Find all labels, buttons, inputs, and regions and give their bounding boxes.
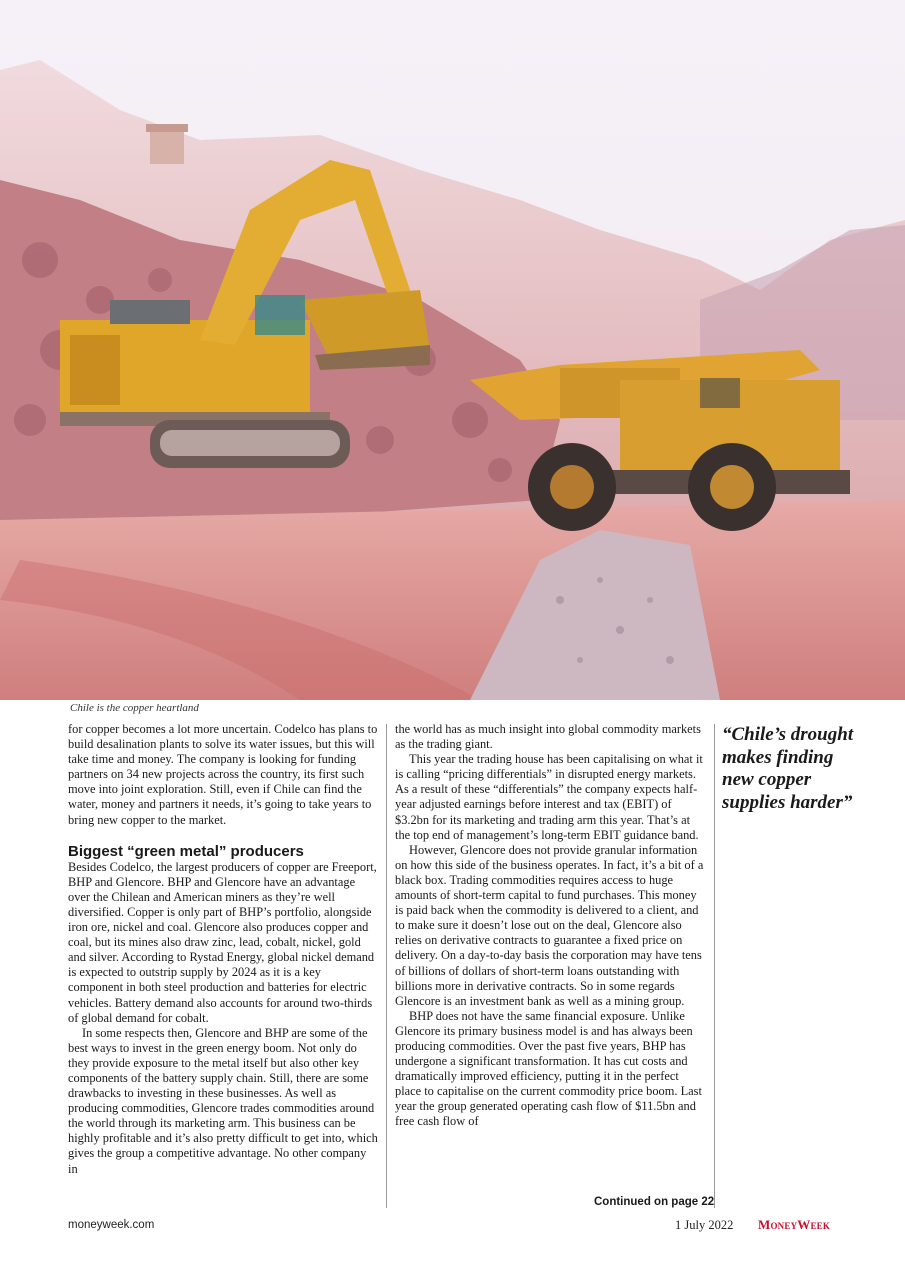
photo-caption: Chile is the copper heartland xyxy=(70,702,199,714)
paragraph: However, Glencore does not provide granular information on how this side of the business operates. In fact, it’s a bit of a black box. Trading commodities requires access to huge amounts of short-term capital to fund purchases. This money is paid back when the commodity is delivered to a client, and to make sure it doesn’t lose out on the deal, Glencore also relies on derivative contracts to guarantee a fixed price on delivery. On a day-to-day basis the corporation may have tens of billions of dollars of short-term loans outstanding with billions more in derivative contracts. So in some regards Glencore is an investment bank as well as a mining group. xyxy=(395,842,704,1008)
paragraph: This year the trading house has been capitalising on what it is calling “pricing differentials” in disrupted energy markets. As a result of these “differentials” the company expects half-year adjusted earnings before interest and tax (EBIT) of $3.2bn for its marketing and trading arm this year. That’s at the top end of management’s long-term EBIT guidance band. xyxy=(395,752,703,842)
paragraph: BHP does not have the same financial exposure. Unlike Glencore its primary business model is and has always been producing commodities. Over the past five years, BHP has undergone a significant transformation. It has cut costs and dramatically improved efficiency, putting it in the perfect place to capitalise on the current commodity price boom. Last year the group generated operating cash flow of $11.5bn and free cash flow of xyxy=(395,1008,702,1129)
column-divider xyxy=(714,724,715,1208)
brand-logo: MoneyWeek xyxy=(758,1217,831,1232)
footer-url[interactable]: moneyweek.com xyxy=(68,1219,155,1231)
article-column-1 xyxy=(68,722,378,1177)
section-heading: Biggest “green metal” producers xyxy=(68,842,304,860)
column-divider xyxy=(386,724,387,1208)
continued-link[interactable]: Continued on page 22 xyxy=(594,1196,715,1208)
paragraph: for copper becomes a lot more uncertain. Codelco has plans to build desalination plants to solve its water issues, but this will take time and money. The company is looking for funding partners on 34 new projects across the country, its first such move into joint exploration. Still, even if Chile can find the water, money and partners it needs, it’s going to take years to bring new copper to the market. xyxy=(68,722,378,827)
pull-quote: “Chile’s drought makes finding new copper supplies harder” xyxy=(722,724,854,813)
paragraph: the world has as much insight into global commodity markets as the trading giant. xyxy=(395,722,701,752)
paragraph: In some respects then, Glencore and BHP are some of the best ways to invest in the green energy boom. Not only do they provide exposure to the metal itself but also other key components of the battery supply chain. Still, there are some drawbacks to investing in these businesses. As well as producing commodities, Glencore trades commodities around the world through its marketing arm. This business can be highly profitable and it’s also pretty difficult to get into, which gives the group a competitive advantage. No other company in xyxy=(68,1025,378,1176)
article-column-2 xyxy=(395,722,707,1130)
footer-date: 1 July 2022 xyxy=(675,1218,734,1232)
paragraph: Besides Codelco, the largest producers of copper are Freeport, BHP and Glencore. BHP and Glencore have an advantage over the Chilean and American miners as they’re well diversified. Copper is only part of BHP’s portfolio, alongside iron ore, nickel and coal. Glencore also produces copper and coal, but its mines also draw zinc, lead, cobalt, nickel, gold and silver. According to Rystad Energy, global nickel demand is expected to outstrip supply by 2024 as it is a key component in both steel production and batteries for electric vehicles. Battery demand also accounts for around two-thirds of global demand for cobalt. xyxy=(68,859,377,1025)
